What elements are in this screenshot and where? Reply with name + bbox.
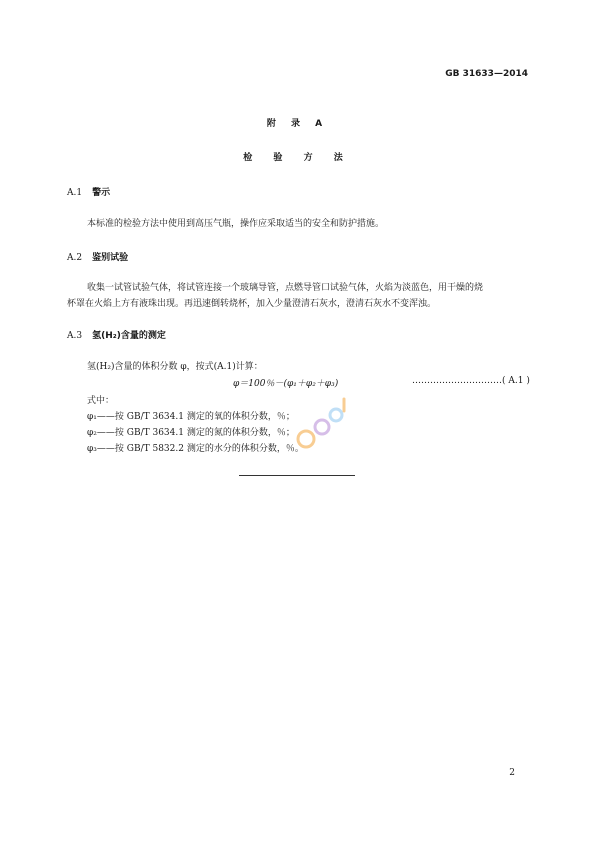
annex-title: 检 验 方 法: [243, 153, 352, 163]
warning-paragraph: 本标准的检验方法中使用到高压气瓶，操作应采取适当的安全和防护措施。: [87, 219, 385, 229]
variable-phi3: φ₃——按 GB/T 5832.2 测定的水分的体积分数，％。: [87, 444, 304, 454]
page-number: 2: [509, 768, 515, 778]
variable-phi1: φ₁——按 GB/T 3634.1 测定的氧的体积分数，％；: [87, 412, 295, 422]
formula-number: …………………………( A.1 ): [412, 376, 530, 386]
identification-line-1: 收集一试管试验气体，将试管连接一个玻璃导管，点燃导管口试验气体，火焰为淡蓝色，用干燥的烧: [87, 283, 484, 293]
section-number: A.1: [67, 188, 83, 198]
end-rule: [239, 475, 355, 476]
watermark-logo-icon: [292, 395, 362, 455]
annex-label: 附 录 A: [266, 119, 329, 129]
section-heading-a2: [67, 250, 128, 263]
standard-number: GB 31633—2014: [445, 69, 528, 79]
section-title: 氢(H₂)含量的测定: [92, 331, 166, 341]
hydrogen-formula: φ＝100％－(φ₁＋φ₂＋φ₃): [233, 379, 339, 389]
section-heading-a1: [67, 185, 110, 198]
hydrogen-intro: 氢(H₂)含量的体积分数 φ，按式(A.1)计算：: [87, 362, 263, 372]
section-title: 警示: [92, 188, 111, 198]
variable-phi2: φ₂——按 GB/T 3634.1 测定的氮的体积分数，％；: [87, 428, 295, 438]
where-label: 式中：: [87, 396, 115, 406]
section-heading-a3: [67, 328, 166, 341]
section-number: A.2: [67, 253, 83, 263]
section-number: A.3: [67, 331, 83, 341]
identification-line-2: 杯罩在火焰上方有液珠出现。再迅速倒转烧杯，加入少量澄清石灰水，澄清石灰水不变浑浊。: [67, 299, 437, 309]
section-title: 鉴别试验: [92, 253, 129, 263]
